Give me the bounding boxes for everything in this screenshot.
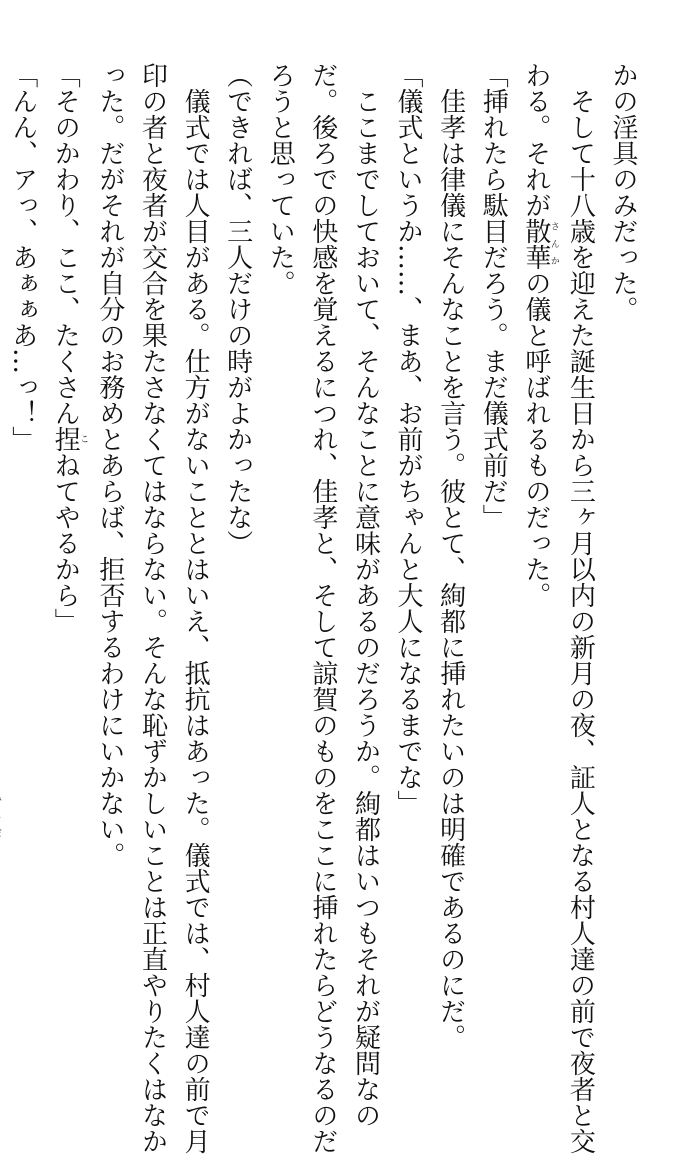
text-run: の儀と呼ばれるものだった。 [520, 270, 551, 608]
text-run: かの淫具のみだった。 [608, 62, 638, 322]
text-column [1, 62, 44, 947]
text-column [601, 62, 644, 947]
text-column [514, 62, 559, 947]
text-run: 佳孝は律儀にそんなことを言う。彼とて、絢都に挿れたいのは明確であるのにだ。 [435, 62, 466, 1050]
text-column [301, 62, 344, 1154]
text-column [386, 62, 429, 947]
text-run: 印の者と夜者が交合を果たさなくてはならない。そんな恥ずかしいことは正直やりたくはなか [137, 62, 168, 1154]
text-column [559, 62, 602, 1154]
text-run: 「そのかわり、ここ、たくさん [50, 62, 81, 426]
furigana-reading: さんか [548, 218, 559, 270]
text-column [259, 62, 302, 947]
text-column [44, 62, 89, 947]
ruby-base: 捏 [50, 426, 81, 452]
text-run: わる。それが [520, 62, 551, 218]
text-run: ろうと思っていた。 [265, 62, 296, 296]
furigana-reading: こ [78, 426, 89, 452]
text-run: ここまでしておいて、そんなことに意味があるのだろうか。絢都はいつもそれが疑問なの [350, 62, 381, 1128]
text-run: 「儀式というか……、まあ、お前がちゃんと大人になるまでな」 [393, 62, 424, 816]
furigana-reading [0, 790, 1, 842]
text-run: だ。後ろでの快感を覚えるにつれ、佳孝と、そして諒賀のものをここに挿れたらどうなるのだ [307, 62, 338, 1154]
vertical-text-body [0, 62, 644, 1154]
text-run: （できれば、三人だけの時がよかったな） [222, 62, 253, 556]
ruby-base: 散華 [520, 218, 551, 270]
text-column [131, 62, 174, 1154]
text-column [216, 62, 259, 947]
furigana-word [520, 218, 559, 270]
text-run: った。だがそれが自分のお務めとあらば、拒否するわけにいかない。 [94, 62, 125, 868]
text-column [88, 62, 131, 947]
text-run: ねてやるから」 [50, 452, 81, 634]
text-column [472, 62, 515, 947]
text-column [344, 62, 387, 1128]
text-run: 「んん、アっ、あぁぁあ…っ！」 [7, 62, 38, 452]
text-column [429, 62, 472, 1050]
text-column [173, 62, 216, 1154]
text-run: 「挿れたら駄目だろう。まだ儀式前だ」 [478, 62, 509, 530]
text-run: そして十八歳を迎えた誕生日から三ヶ月以内の新月の夜、証人となる村人達の前で夜者と交 [565, 62, 596, 1154]
text-run: 儀式では人目がある。仕方がないこととはいえ、抵抗はあった。儀式では、村人達の前で月 [180, 62, 211, 1154]
furigana-word [50, 426, 89, 452]
